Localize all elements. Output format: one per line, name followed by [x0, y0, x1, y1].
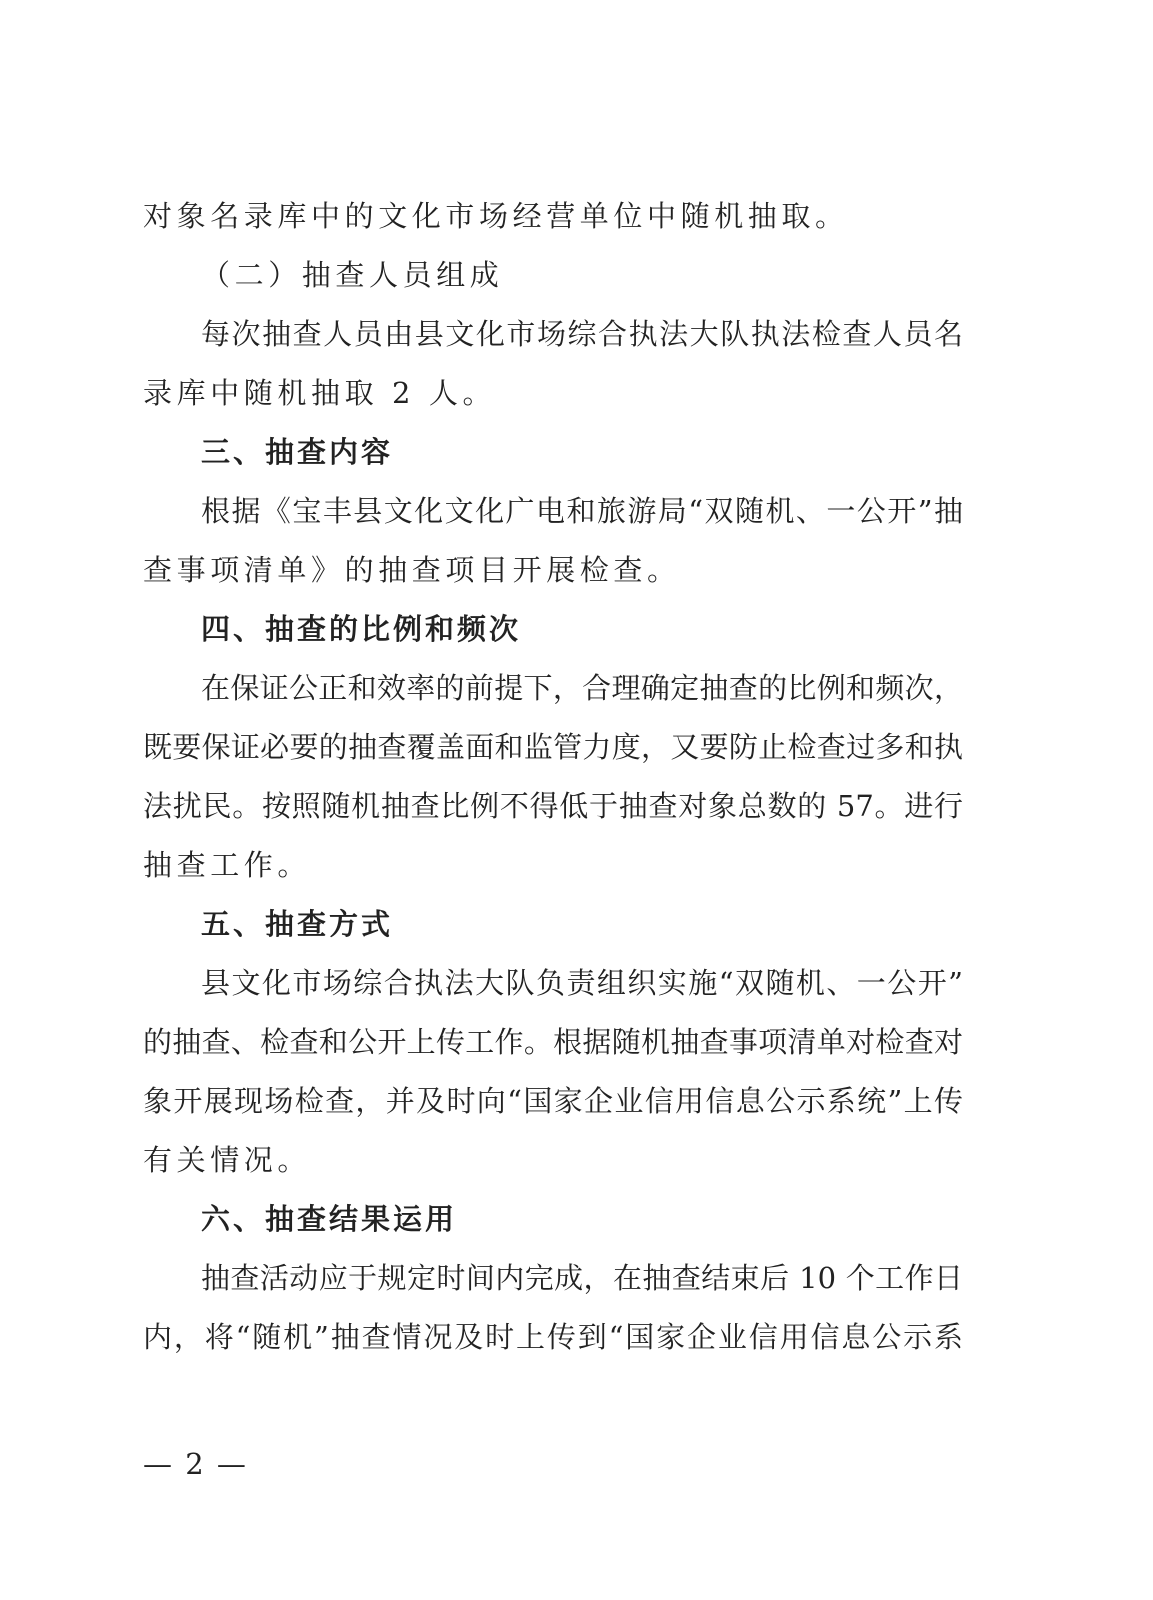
paragraph-line: 有关情况。: [143, 1143, 312, 1177]
paragraph-line: 根据《宝丰县文化文化广电和旅游局“双随机、一公开”抽: [201, 494, 963, 528]
paragraph-line: 内，将“随机”抽查情况及时上传到“国家企业信用信息公示系: [143, 1320, 963, 1354]
subsection-heading-personnel: （二）抽查人员组成: [201, 258, 504, 292]
section-heading-results: 六、抽查结果运用: [201, 1202, 458, 1236]
paragraph-line: 查事项清单》的抽查项目开展检查。: [143, 553, 681, 587]
paragraph-line: 抽查活动应于规定时间内完成，在抽查结束后 10 个工作日: [201, 1261, 963, 1295]
paragraph-line: 象开展现场检查，并及时向“国家企业信用信息公示系统”上传: [143, 1084, 963, 1118]
section-heading-method: 五、抽查方式: [201, 907, 394, 941]
paragraph-line: 抽查工作。: [143, 848, 312, 882]
paragraph-line: 法扰民。按照随机抽查比例不得低于抽查对象总数的 57。进行: [143, 789, 963, 823]
paragraph-line: 录库中随机抽取 2 人。: [143, 376, 497, 410]
paragraph-line: 每次抽查人员由县文化市场综合执法大队执法检查人员名: [201, 317, 963, 351]
paragraph-line: 在保证公正和效率的前提下，合理确定抽查的比例和频次，: [201, 671, 963, 705]
section-heading-content: 三、抽查内容: [201, 435, 394, 469]
paragraph-line: 县文化市场综合执法大队负责组织实施“双随机、一公开”: [201, 966, 963, 1000]
page-number: — 2 —: [143, 1447, 248, 1481]
section-heading-ratio-frequency: 四、抽查的比例和频次: [201, 612, 522, 646]
paragraph-line: 既要保证必要的抽查覆盖面和监管力度，又要防止检查过多和执: [143, 730, 963, 764]
paragraph-line: 的抽查、检查和公开上传工作。根据随机抽查事项清单对检查对: [143, 1025, 963, 1059]
paragraph-continuation: 对象名录库中的文化市场经营单位中随机抽取。: [143, 199, 849, 233]
